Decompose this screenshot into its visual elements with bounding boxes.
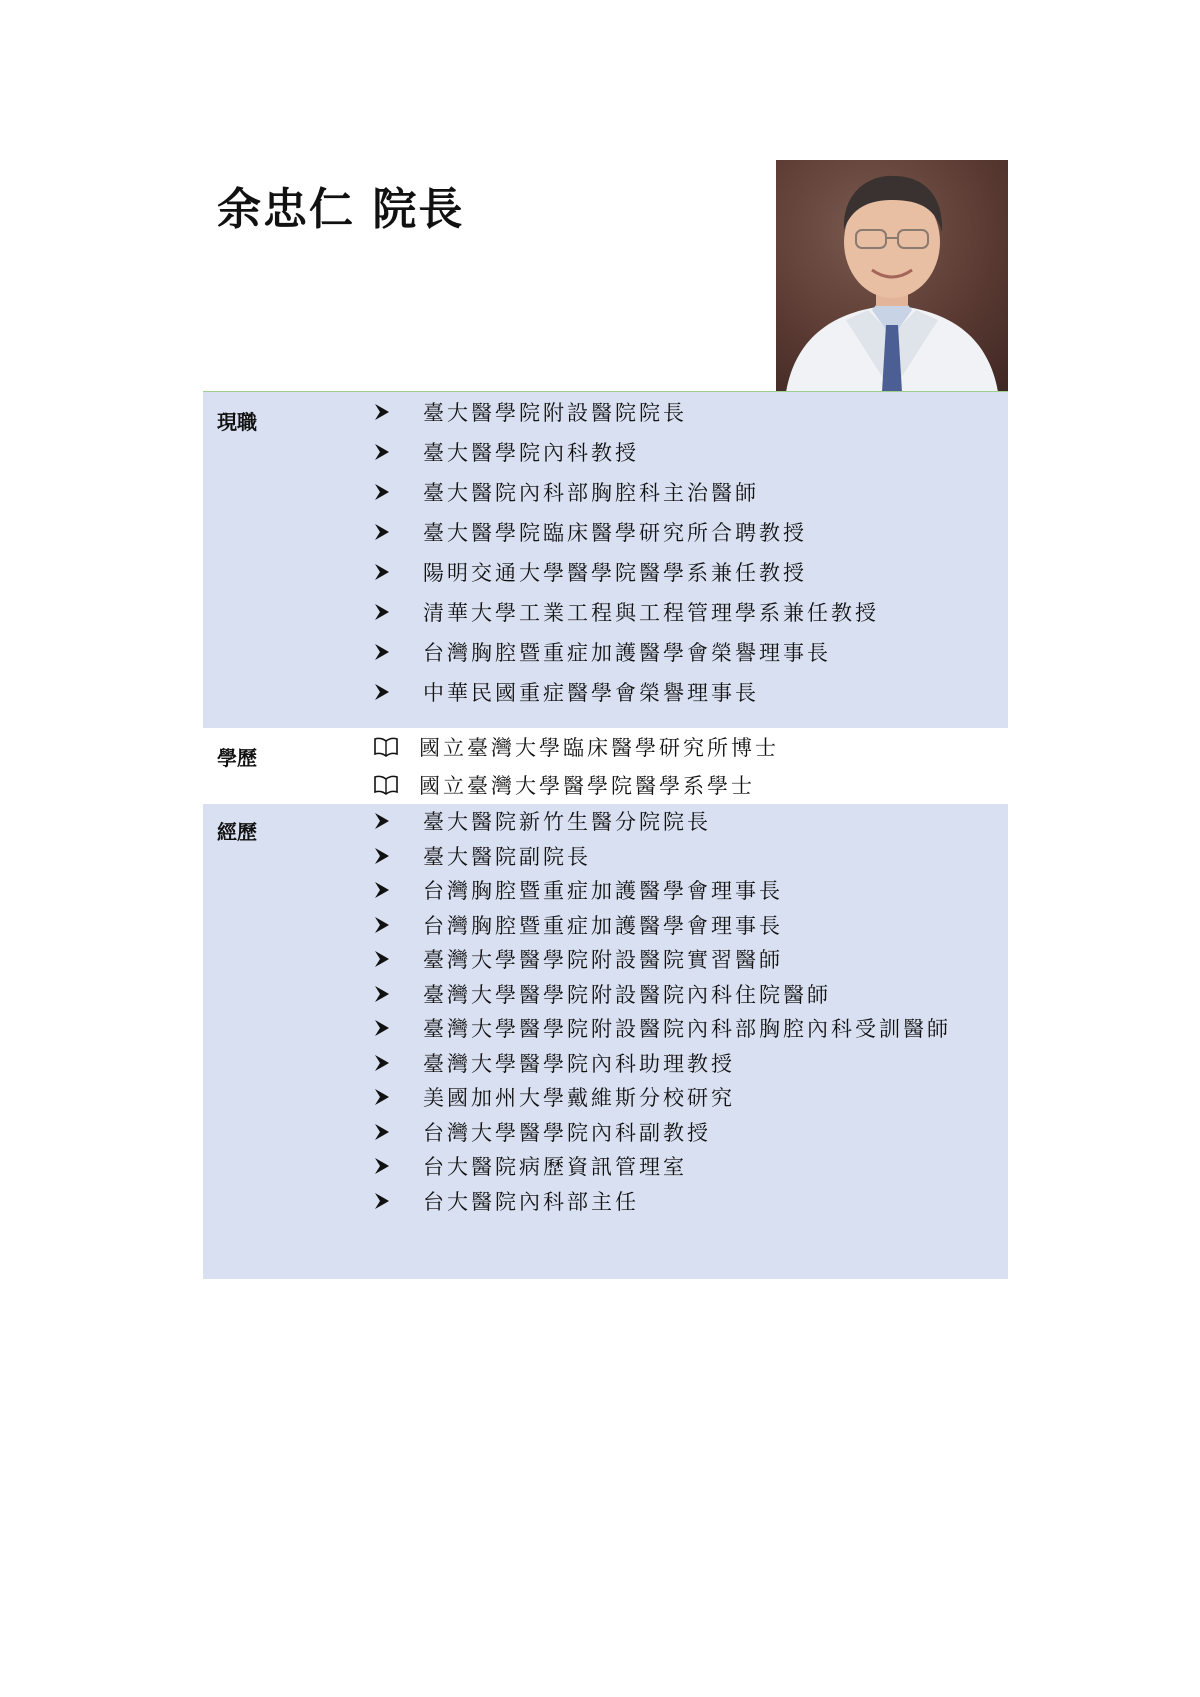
list-item-text: 陽明交通大學醫學院醫學系兼任教授 [423,561,807,585]
list-item-text: 台灣大學醫學院內科副教授 [423,1120,711,1145]
list-item [373,977,951,1012]
list-item [373,942,951,977]
arrowhead-icon [373,1157,411,1175]
list-item [373,1046,951,1081]
education-list [373,728,779,804]
portrait-photo [776,160,1008,392]
arrowhead-icon [373,881,411,899]
list-item [373,908,951,943]
list-item [373,1080,951,1115]
arrowhead-icon [373,443,411,461]
arrowhead-icon [373,523,411,541]
arrowhead-icon [373,1123,411,1141]
list-item [373,392,879,432]
arrowhead-icon [373,563,411,581]
list-item [373,552,879,592]
arrowhead-icon [373,847,411,865]
arrowhead-icon [373,812,411,830]
arrowhead-icon [373,1054,411,1072]
list-item [373,1184,951,1219]
education-section [203,728,1008,804]
list-item-text: 臺大醫學院附設醫院院長 [423,401,687,425]
arrowhead-icon [373,916,411,934]
list-item-text: 臺大醫院內科部胸腔科主治醫師 [423,481,759,505]
arrowhead-icon [373,643,411,661]
list-item [373,592,879,632]
arrowhead-icon [373,950,411,968]
list-item-text: 中華民國重症醫學會榮譽理事長 [423,681,759,705]
list-item [373,766,779,804]
list-item [373,632,879,672]
open-book-icon [373,775,411,795]
arrowhead-icon [373,1019,411,1037]
list-item-text: 臺灣大學醫學院附設醫院內科住院醫師 [423,982,831,1007]
list-item-text: 台灣胸腔暨重症加護醫學會理事長 [423,879,783,904]
page-title: 余忠仁 院長 [217,184,465,235]
list-item-text: 國立臺灣大學臨床醫學研究所博士 [419,736,779,760]
list-item-text: 台灣胸腔暨重症加護醫學會理事長 [423,913,783,938]
list-item-text: 臺灣大學醫學院內科助理教授 [423,1051,735,1076]
list-item [373,1149,951,1184]
list-item-text: 臺大醫學院臨床醫學研究所合聘教授 [423,521,807,545]
arrowhead-icon [373,683,411,701]
list-item-text: 臺大醫院新竹生醫分院院長 [423,810,711,835]
list-item [373,839,951,874]
list-item-text: 臺大醫院副院長 [423,844,591,869]
list-item-text: 清華大學工業工程與工程管理學系兼任教授 [423,601,879,625]
arrowhead-icon [373,483,411,501]
list-item [373,1011,951,1046]
current-positions-label: 現職 [217,410,257,434]
experience-section [203,804,1008,1279]
list-item [373,472,879,512]
list-item-text: 臺灣大學醫學院附設醫院內科部胸腔內科受訓醫師 [423,1017,951,1042]
list-item-text: 國立臺灣大學醫學院醫學系學士 [419,774,755,798]
arrowhead-icon [373,1088,411,1106]
list-item-text: 台灣胸腔暨重症加護醫學會榮譽理事長 [423,641,831,665]
current-positions-list [373,392,879,712]
list-item [373,804,951,839]
arrowhead-icon [373,1192,411,1210]
list-item-text: 美國加州大學戴維斯分校研究 [423,1086,735,1111]
experience-list [373,804,951,1218]
open-book-icon [373,737,411,757]
list-item-text: 台大醫院病歷資訊管理室 [423,1155,687,1180]
portrait-illustration [776,160,1008,392]
list-item [373,728,779,766]
list-item-text: 臺大醫學院內科教授 [423,441,639,465]
arrowhead-icon [373,403,411,421]
list-item [373,1115,951,1150]
list-item-text: 台大醫院內科部主任 [423,1189,639,1214]
list-item [373,432,879,472]
arrowhead-icon [373,603,411,621]
list-item [373,512,879,552]
education-label: 學歷 [217,746,257,770]
arrowhead-icon [373,985,411,1003]
list-item [373,873,951,908]
list-item [373,672,879,712]
current-positions-section [203,392,1008,728]
list-item-text: 臺灣大學醫學院附設醫院實習醫師 [423,948,783,973]
experience-label: 經歷 [217,820,257,844]
